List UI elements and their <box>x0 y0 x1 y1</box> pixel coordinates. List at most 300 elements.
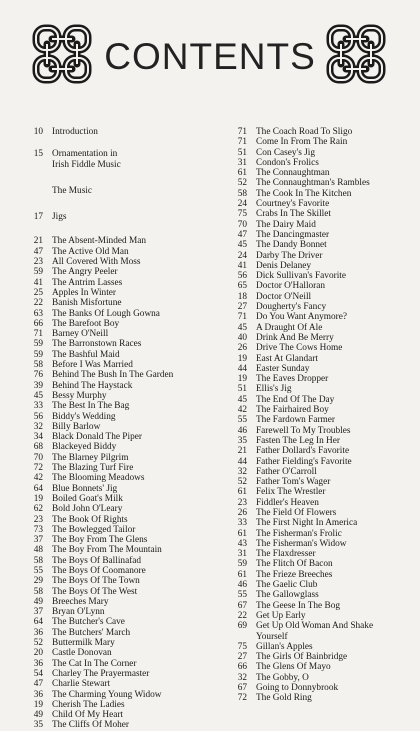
page-number: 21 <box>33 236 43 247</box>
contents-entry <box>22 700 222 710</box>
entry-title: The Glens Of Mayo <box>256 662 331 673</box>
page-number: 45 <box>237 322 247 333</box>
entry-title: The Music <box>52 185 93 196</box>
entry-title: Charley The Prayermaster <box>52 668 150 679</box>
page-number: 71 <box>237 312 247 323</box>
entry-title: The Dancingmaster <box>256 229 330 240</box>
contents-entry <box>226 601 418 611</box>
contents-entry <box>226 209 418 219</box>
contents-entry <box>226 662 418 672</box>
contents-entry <box>22 648 222 658</box>
page-number: 21 <box>237 446 247 457</box>
page-number: 32 <box>237 466 247 477</box>
contents-entry <box>22 638 222 648</box>
contents-entry <box>22 360 222 370</box>
contents-entry <box>22 212 222 222</box>
page-number: 61 <box>237 528 247 539</box>
contents-entry <box>22 186 222 196</box>
entry-title: The Boys Of Coomanore <box>52 565 146 576</box>
page-number: 52 <box>237 477 247 488</box>
contents-entry <box>226 436 418 446</box>
contents-entry <box>226 240 418 250</box>
contents-entry <box>22 597 222 607</box>
page-number: 47 <box>33 246 43 257</box>
contents-entry <box>22 442 222 452</box>
page-number: 52 <box>237 178 247 189</box>
page-number: 39 <box>33 380 43 391</box>
contents-entry <box>226 570 418 580</box>
contents-entry <box>22 127 222 137</box>
contents-entry <box>22 494 222 504</box>
contents-entry <box>226 199 418 209</box>
page-number: 36 <box>33 689 43 700</box>
contents-entry <box>22 309 222 319</box>
contents-entry <box>226 652 418 662</box>
entry-title: Felix The Wrestler <box>256 487 326 498</box>
contents-entry <box>226 673 418 683</box>
page-number: 41 <box>237 260 247 271</box>
entry-title: Darby The Driver <box>256 250 323 261</box>
contents-entry <box>226 189 418 199</box>
entry-title: Con Casey's Jig <box>256 147 316 158</box>
contents-entry <box>226 323 418 333</box>
entry-title: The Gobby, O <box>256 672 309 683</box>
page-number: 35 <box>33 720 43 731</box>
contents-entry <box>226 168 418 178</box>
page-number: 26 <box>237 343 247 354</box>
contents-entry <box>22 545 222 555</box>
contents-entry <box>22 679 222 689</box>
page-number: 67 <box>237 683 247 694</box>
entry-title: A Draught Of Ale <box>256 322 323 333</box>
entry-title: The Dairy Maid <box>256 219 316 230</box>
entry-title: Courtney's Favorite <box>256 199 330 210</box>
contents-entry <box>226 271 418 281</box>
contents-entry <box>22 669 222 679</box>
contents-entry <box>226 333 418 343</box>
page-number: 59 <box>33 267 43 278</box>
contents-entry <box>226 158 418 168</box>
entry-title: The Bowlegged Tailor <box>52 524 136 535</box>
page-number: 32 <box>237 672 247 683</box>
entry-title: All Covered With Moss <box>52 257 141 268</box>
page-number: 20 <box>33 648 43 659</box>
entry-title: The Charming Young Widow <box>52 689 162 700</box>
entry-title: Do You Want Anymore? <box>256 312 348 323</box>
page-number: 56 <box>237 271 247 282</box>
entry-title: Apples In Winter <box>52 287 117 298</box>
contents-entry <box>22 504 222 514</box>
contents-entry <box>22 257 222 267</box>
entry-title: The Connaughtman <box>256 168 330 179</box>
page-number: 22 <box>33 298 43 309</box>
entry-title: Breeches Mary <box>52 596 109 607</box>
contents-entry <box>22 525 222 535</box>
contents-entry <box>226 621 418 642</box>
entry-title: The Coach Road To Sligo <box>256 127 353 137</box>
contents-entry <box>22 566 222 576</box>
entry-title: The Connaughtman's Rambles <box>256 178 370 189</box>
entry-title: Cherish The Ladies <box>52 699 125 710</box>
contents-entry <box>22 535 222 545</box>
page-number: 42 <box>33 473 43 484</box>
page-number: 31 <box>237 549 247 560</box>
entry-title: The Cat In The Corner <box>52 658 137 669</box>
contents-entry <box>226 148 418 158</box>
page-number: 45 <box>33 390 43 401</box>
entry-title: The Frieze Breeches <box>256 569 333 580</box>
page-number: 27 <box>237 652 247 663</box>
entry-title: Child Of My Heart <box>52 710 124 721</box>
contents-entry <box>226 384 418 394</box>
contents-entry <box>226 230 418 240</box>
page-number: 32 <box>33 421 43 432</box>
entry-title: Bryan O'Lynn <box>52 607 105 618</box>
page-number: 48 <box>33 545 43 556</box>
entry-title: The Barefoot Boy <box>52 318 120 329</box>
entry-title: Blue Bonnets' Jig <box>52 483 118 494</box>
entry-title: The Girls Of Bainbridge <box>256 652 348 663</box>
contents-entry <box>22 339 222 349</box>
celtic-knot-right-icon <box>324 22 388 86</box>
page-number: 31 <box>237 157 247 168</box>
contents-entry <box>226 611 418 621</box>
page-number: 59 <box>237 559 247 570</box>
entry-title: Going to Donnybrook <box>256 683 339 694</box>
entry-title: The Fairhaired Boy <box>256 405 329 416</box>
page-number: 22 <box>237 610 247 621</box>
entry-title: Black Donald The Piper <box>52 432 142 443</box>
contents-entry <box>226 312 418 322</box>
contents-entry <box>22 422 222 432</box>
entry-title: Father O'Carroll <box>256 466 317 477</box>
entry-title: The Absent-Minded Man <box>52 236 146 247</box>
page-number: 24 <box>237 199 247 210</box>
entry-title: The Field Of Flowers <box>256 507 337 518</box>
page-number: 45 <box>237 394 247 405</box>
page-number: 42 <box>237 405 247 416</box>
page-number: 19 <box>33 699 43 710</box>
contents-entry <box>226 467 418 477</box>
entry-title: The Banks Of Lough Gowna <box>52 308 160 319</box>
page-number: 19 <box>33 493 43 504</box>
page-number: 61 <box>237 168 247 179</box>
entry-title: Gillan's Apples <box>256 641 313 652</box>
page-number: 58 <box>33 360 43 371</box>
entry-title: Drive The Cows Home <box>256 343 343 354</box>
entry-title: Billy Barlow <box>52 421 101 432</box>
page-number: 23 <box>237 497 247 508</box>
page-number: 76 <box>33 370 43 381</box>
entry-title: Father Dollard's Favorite <box>256 446 350 457</box>
contents-entry <box>22 463 222 473</box>
entry-title: The Flaxdresser <box>256 549 316 560</box>
entry-title: Ornamentation in Irish Fiddle Music <box>52 149 121 170</box>
page-number: 10 <box>33 127 43 137</box>
page-number: 44 <box>237 456 247 467</box>
entry-title: Father Fielding's Favorite <box>256 456 352 467</box>
page-number: 18 <box>237 291 247 302</box>
page-number: 23 <box>33 257 43 268</box>
page-number: 55 <box>33 565 43 576</box>
entry-title: Jigs <box>52 212 67 223</box>
contents-entry <box>226 529 418 539</box>
entry-title: Denis Delaney <box>256 260 311 271</box>
contents-entry <box>22 453 222 463</box>
contents-entry <box>226 395 418 405</box>
contents-entry <box>226 539 418 549</box>
page-number: 51 <box>237 147 247 158</box>
entry-title: The Fisherman's Frolic <box>256 528 342 539</box>
page-number: 55 <box>237 590 247 601</box>
contents-entry <box>226 426 418 436</box>
page-number: 58 <box>237 188 247 199</box>
page-number: 37 <box>33 607 43 618</box>
entry-title: The Boy From The Mountain <box>52 545 162 556</box>
page-number: 58 <box>33 555 43 566</box>
page-number: 69 <box>237 621 247 632</box>
entry-title: The Geese In The Bog <box>256 600 340 611</box>
contents-entry <box>22 628 222 638</box>
entry-title: The Flitch Of Bacon <box>256 559 333 570</box>
contents-entry <box>226 642 418 652</box>
entry-title: The Butchers' March <box>52 627 131 638</box>
contents-entry <box>226 137 418 147</box>
page-number: 47 <box>237 229 247 240</box>
page-number: 67 <box>237 600 247 611</box>
page-number: 19 <box>237 374 247 385</box>
page-number: 72 <box>33 463 43 474</box>
page-number: 59 <box>33 349 43 360</box>
page-number: 61 <box>237 487 247 498</box>
entry-title: The Fisherman's Widow <box>256 538 347 549</box>
page-number: 66 <box>237 662 247 673</box>
contents-entry <box>226 518 418 528</box>
contents-entry <box>22 247 222 257</box>
entry-title: The Bashful Maid <box>52 349 120 360</box>
contents-entry <box>226 446 418 456</box>
page-number: 75 <box>237 641 247 652</box>
contents-left-column <box>22 127 222 731</box>
page-number: 68 <box>33 442 43 453</box>
entry-title: Behind The Bush In The Garden <box>52 370 174 381</box>
page-number: 73 <box>33 524 43 535</box>
contents-entry <box>226 261 418 271</box>
entry-title: Biddy's Wedding <box>52 411 116 422</box>
page-number: 17 <box>33 212 43 223</box>
contents-entry <box>22 401 222 411</box>
contents-entry <box>22 576 222 586</box>
entry-title: Drink And Be Merry <box>256 332 334 343</box>
page-number <box>22 186 52 196</box>
contents-entry <box>226 127 418 137</box>
contents-entry <box>226 178 418 188</box>
contents-entry <box>226 580 418 590</box>
entry-title: Farewell To My Troubles <box>256 425 351 436</box>
page-number: 75 <box>237 209 247 220</box>
contents-entry <box>22 484 222 494</box>
contents-entry <box>22 149 222 170</box>
page-number: 54 <box>33 668 43 679</box>
contents-entry <box>22 607 222 617</box>
entry-title: Barney O'Neill <box>52 329 109 340</box>
entry-title: The Butcher's Cave <box>52 617 125 628</box>
entry-title: Dick Sullivan's Favorite <box>256 271 346 282</box>
page-number: 40 <box>237 332 247 343</box>
page-number: 62 <box>33 504 43 515</box>
page-number: 24 <box>237 250 247 261</box>
contents-entry <box>226 251 418 261</box>
entry-title: The Gold Ring <box>256 693 312 704</box>
entry-title: Fasten The Leg In Her <box>256 435 340 446</box>
contents-entry <box>226 487 418 497</box>
contents-entry <box>226 693 418 703</box>
entry-title: Fiddler's Heaven <box>256 497 319 508</box>
contents-entry <box>22 319 222 329</box>
page-number: 52 <box>33 638 43 649</box>
page-number: 49 <box>33 596 43 607</box>
contents-entry <box>22 278 222 288</box>
contents-entry <box>22 556 222 566</box>
entry-title: Doctor O'Halloran <box>256 281 326 292</box>
page-number: 45 <box>237 240 247 251</box>
page-number: 71 <box>33 329 43 340</box>
contents-entry <box>226 683 418 693</box>
entry-title: East At Glandart <box>256 353 318 364</box>
contents-entry <box>226 281 418 291</box>
entry-title: Charlie Stewart <box>52 679 111 690</box>
page-number: 15 <box>33 149 43 160</box>
contents-entry <box>226 549 418 559</box>
contents-entry <box>226 498 418 508</box>
page-number: 34 <box>33 432 43 443</box>
contents-entry <box>22 720 222 730</box>
contents-entry <box>226 374 418 384</box>
page-number: 51 <box>237 384 247 395</box>
page-number: 63 <box>33 308 43 319</box>
page-number: 49 <box>33 710 43 721</box>
entry-title: Introduction <box>52 127 98 137</box>
page-number: 56 <box>33 411 43 422</box>
entry-title: The Eaves Dropper <box>256 374 329 385</box>
page-number: 65 <box>237 281 247 292</box>
entry-title: Boiled Goat's Milk <box>52 493 123 504</box>
entry-title: The Barronstown Races <box>52 339 142 350</box>
page-number: 70 <box>237 219 247 230</box>
entry-title: The Cook In The Kitchen <box>256 188 352 199</box>
page-number: 66 <box>33 318 43 329</box>
entry-title: Easter Sunday <box>256 363 310 374</box>
page-number: 58 <box>33 586 43 597</box>
entry-title: Father Tom's Wager <box>256 477 331 488</box>
entry-title: Condon's Frolics <box>256 157 319 168</box>
page-number: 64 <box>33 483 43 494</box>
contents-entry <box>226 405 418 415</box>
entry-title: The Antrim Lasses <box>52 277 123 288</box>
entry-title: Buttermilk Mary <box>52 638 115 649</box>
contents-entry <box>22 288 222 298</box>
contents-entry <box>226 302 418 312</box>
entry-title: Castle Donovan <box>52 648 112 659</box>
entry-title: The Gaelic Club <box>256 580 318 591</box>
page-number: 71 <box>237 137 247 148</box>
contents-entry <box>22 391 222 401</box>
contents-entry <box>226 508 418 518</box>
entry-title: The Blazing Turf Fire <box>52 463 134 474</box>
contents-entry <box>22 710 222 720</box>
contents-entry <box>226 292 418 302</box>
page-number: 23 <box>33 514 43 525</box>
page-number: 36 <box>33 658 43 669</box>
contents-right-column <box>226 127 418 704</box>
entry-title: Get Up Early <box>256 610 306 621</box>
contents-entry <box>22 350 222 360</box>
contents-entry <box>22 412 222 422</box>
entry-title: The Best In The Bag <box>52 401 130 412</box>
entry-title: Come In From The Rain <box>256 137 348 148</box>
entry-title: The Gallowglass <box>256 590 319 601</box>
page-number: 41 <box>33 277 43 288</box>
contents-entry <box>22 381 222 391</box>
page-number: 46 <box>237 425 247 436</box>
page-number: 64 <box>33 617 43 628</box>
page-number: 27 <box>237 302 247 313</box>
entry-title: Get Up Old Woman And Shake Yourself <box>256 621 374 642</box>
contents-entry <box>226 354 418 364</box>
entry-title: The Blarney Pilgrim <box>52 452 129 463</box>
contents-entry <box>226 477 418 487</box>
entry-title: Dougherty's Fancy <box>256 302 327 313</box>
page-number: 61 <box>237 569 247 580</box>
page-number: 72 <box>237 693 247 704</box>
contents-entry <box>22 473 222 483</box>
page-number: 36 <box>33 627 43 638</box>
page-number: 46 <box>237 580 247 591</box>
entry-title: Banish Misfortune <box>52 298 122 309</box>
contents-entry <box>226 364 418 374</box>
entry-title: The Boy From The Glens <box>52 535 148 546</box>
contents-entry <box>226 220 418 230</box>
contents-entry <box>226 415 418 425</box>
page-number: 59 <box>33 339 43 350</box>
page-number: 33 <box>237 518 247 529</box>
contents-entry <box>22 236 222 246</box>
contents-entry <box>22 617 222 627</box>
entry-title: The Fardown Farmer <box>256 415 336 426</box>
page-number: 25 <box>33 287 43 298</box>
entry-title: The Blooming Meadows <box>52 473 145 484</box>
page-number: 35 <box>237 435 247 446</box>
contents-entry <box>22 432 222 442</box>
entry-title: Ellis's Jig <box>256 384 292 395</box>
contents-entry <box>22 659 222 669</box>
contents-entry <box>22 370 222 380</box>
entry-title: The Dandy Bonnet <box>256 240 327 251</box>
page-number: 26 <box>237 507 247 518</box>
entry-title: Blackeyed Biddy <box>52 442 117 453</box>
page-number: 71 <box>237 127 247 137</box>
page-number: 44 <box>237 363 247 374</box>
page-number: 19 <box>237 353 247 364</box>
contents-entry <box>22 690 222 700</box>
entry-title: The Boys Of The West <box>52 586 138 597</box>
contents-entry <box>22 267 222 277</box>
contents-entry <box>22 298 222 308</box>
contents-entry <box>226 590 418 600</box>
entry-title: The First Night In America <box>256 518 358 529</box>
page-number: 43 <box>237 538 247 549</box>
contents-entry <box>22 329 222 339</box>
